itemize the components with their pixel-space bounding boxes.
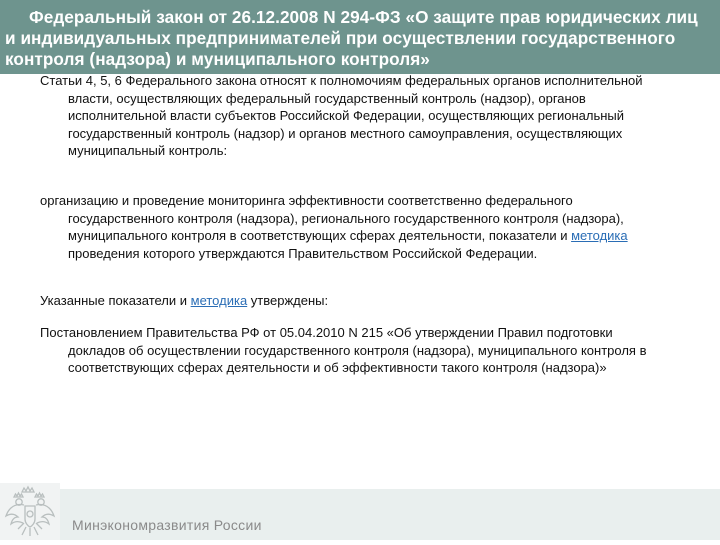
- paragraph-articles: [40, 72, 643, 160]
- paragraph-line: соответствующих сферах деятельности и об эффективности такого контроля (надзора)»: [68, 360, 607, 376]
- paragraph-line: муниципальный контроль:: [68, 143, 228, 159]
- paragraph-line: исполнительной власти субъектов Российской Федерации, осуществляющих региональный: [68, 108, 625, 124]
- paragraph-line: [40, 227, 628, 245]
- paragraph-text: утверждены:: [247, 293, 329, 308]
- paragraph-resolution: [40, 324, 647, 377]
- paragraph-line: власти, осуществляющих федеральный государственный контроль (надзор), органов: [68, 90, 586, 106]
- paragraph-approved: [40, 292, 328, 310]
- paragraph-line: Статьи 4, 5, 6 Федерального закона относят к полномочиям федеральных органов исполнительной: [40, 73, 643, 88]
- ministry-name: Минэкономразвития России: [72, 517, 262, 533]
- methodology-link[interactable]: методика: [190, 293, 248, 308]
- paragraph-line: докладов об осуществлении государственного контроля (надзора), муниципального контроля в: [68, 342, 647, 358]
- paragraph-text: Указанные показатели и: [40, 293, 191, 308]
- paragraph-line: проведения которого утверждаются Правительством Российской Федерации.: [68, 245, 538, 261]
- methodology-link[interactable]: методика: [571, 228, 628, 244]
- paragraph-line: государственного контроля (надзора), регионального государственного контроля (надзора),: [68, 210, 624, 226]
- coat-of-arms-icon: [0, 483, 60, 540]
- paragraph-text: муниципального контроля в соответствующих сферах деятельности, показатели и: [68, 228, 572, 244]
- paragraph-monitoring: [40, 192, 628, 262]
- paragraph-line: [40, 292, 328, 310]
- paragraph-line: Постановлением Правительства РФ от 05.04.2010 N 215 «Об утверждении Правил подготовки: [40, 325, 613, 340]
- slide-footer: [0, 483, 720, 540]
- slide-content: [0, 68, 720, 458]
- slide-header: [0, 0, 720, 74]
- paragraph-line: организацию и проведение мониторинга эффективности соответственно федерального: [40, 193, 573, 208]
- paragraph-line: государственный контроль (надзор) и органов местного самоуправления, осуществляющих: [68, 125, 623, 141]
- slide-title: Федеральный закон от 26.12.2008 N 294-ФЗ «О защите прав юридических лиц и индивидуальных предпринимателей при осуществлении государственного контроля (надзора) и муниципального контроля»: [5, 7, 698, 69]
